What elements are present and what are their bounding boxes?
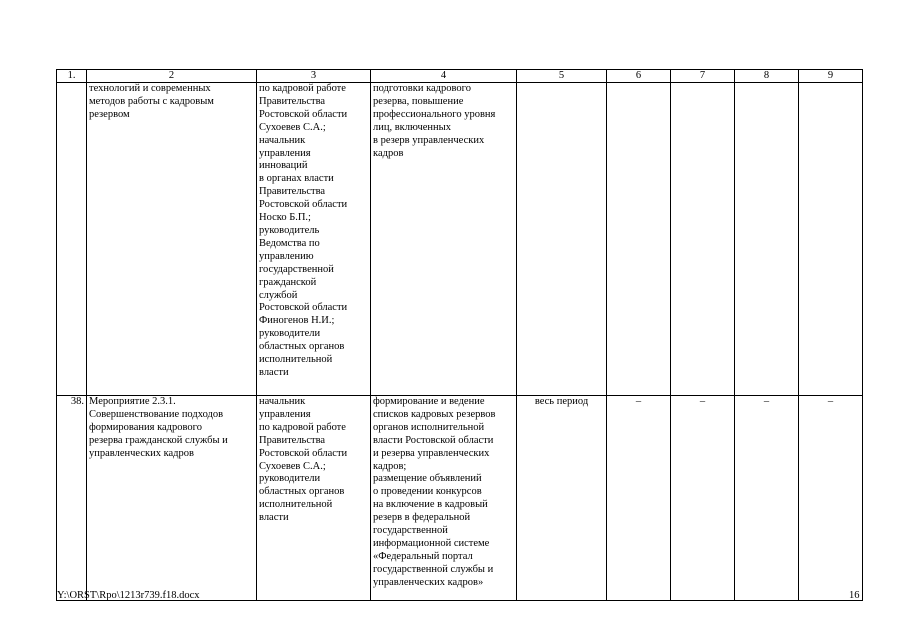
column-header: 6 — [607, 70, 671, 83]
responsible-cell: по кадровой работе Правительства Ростовской области Сухоевев С.А.; начальник управления инноваций в органах власти Правительства Ростовской области Носко Б.П.; руководитель Ведомства по управлению государственной гражданской службой Ростовской области Финогенов Н.И.; руководители областных органов исполнительной власти — [257, 83, 371, 396]
value-cell: – — [735, 396, 799, 601]
result-cell: формирование и ведение списков кадровых резервов органов исполнительной власти Ростовской области и резерва управленческих кадров; размещение объявлений о проведении конкурсов на включение в кадровый резерв в федеральной государственной информационной системе «Федеральный портал государственной службы и управленческих кадров» — [371, 396, 517, 601]
value-cell — [735, 83, 799, 396]
result-cell: подготовки кадрового резерва, повышение профессионального уровня лиц, включенных в резерв управленческих кадров — [371, 83, 517, 396]
table-row — [57, 396, 863, 601]
column-header: 3 — [257, 70, 371, 83]
measure-cell: технологий и современных методов работы с кадровым резервом — [87, 83, 257, 396]
value-cell: – — [799, 396, 863, 601]
value-cell — [607, 83, 671, 396]
column-header: 1. — [57, 70, 87, 83]
column-number-row — [57, 70, 863, 83]
file-path-footer: Y:\ORST\Rpo\1213r739.f18.docx — [57, 590, 200, 601]
row-number: 38. — [57, 396, 87, 601]
responsible-cell: начальник управления по кадровой работе Правительства Ростовской области Сухоевев С.А.; руководители областных органов исполнительной власти — [257, 396, 371, 601]
value-cell: – — [671, 396, 735, 601]
column-header: 8 — [735, 70, 799, 83]
period-cell: весь период — [517, 396, 607, 601]
column-header: 4 — [371, 70, 517, 83]
period-cell — [517, 83, 607, 396]
measure-cell: Мероприятие 2.3.1. Совершенствование подходов формирования кадрового резерва гражданской службы и управленческих кадров — [87, 396, 257, 601]
value-cell: – — [607, 396, 671, 601]
value-cell — [799, 83, 863, 396]
table-row — [57, 83, 863, 396]
column-header: 7 — [671, 70, 735, 83]
column-header: 9 — [799, 70, 863, 83]
value-cell — [671, 83, 735, 396]
column-header: 2 — [87, 70, 257, 83]
column-header: 5 — [517, 70, 607, 83]
page-number: 16 — [849, 590, 860, 601]
row-number — [57, 83, 87, 396]
data-table — [56, 69, 863, 601]
